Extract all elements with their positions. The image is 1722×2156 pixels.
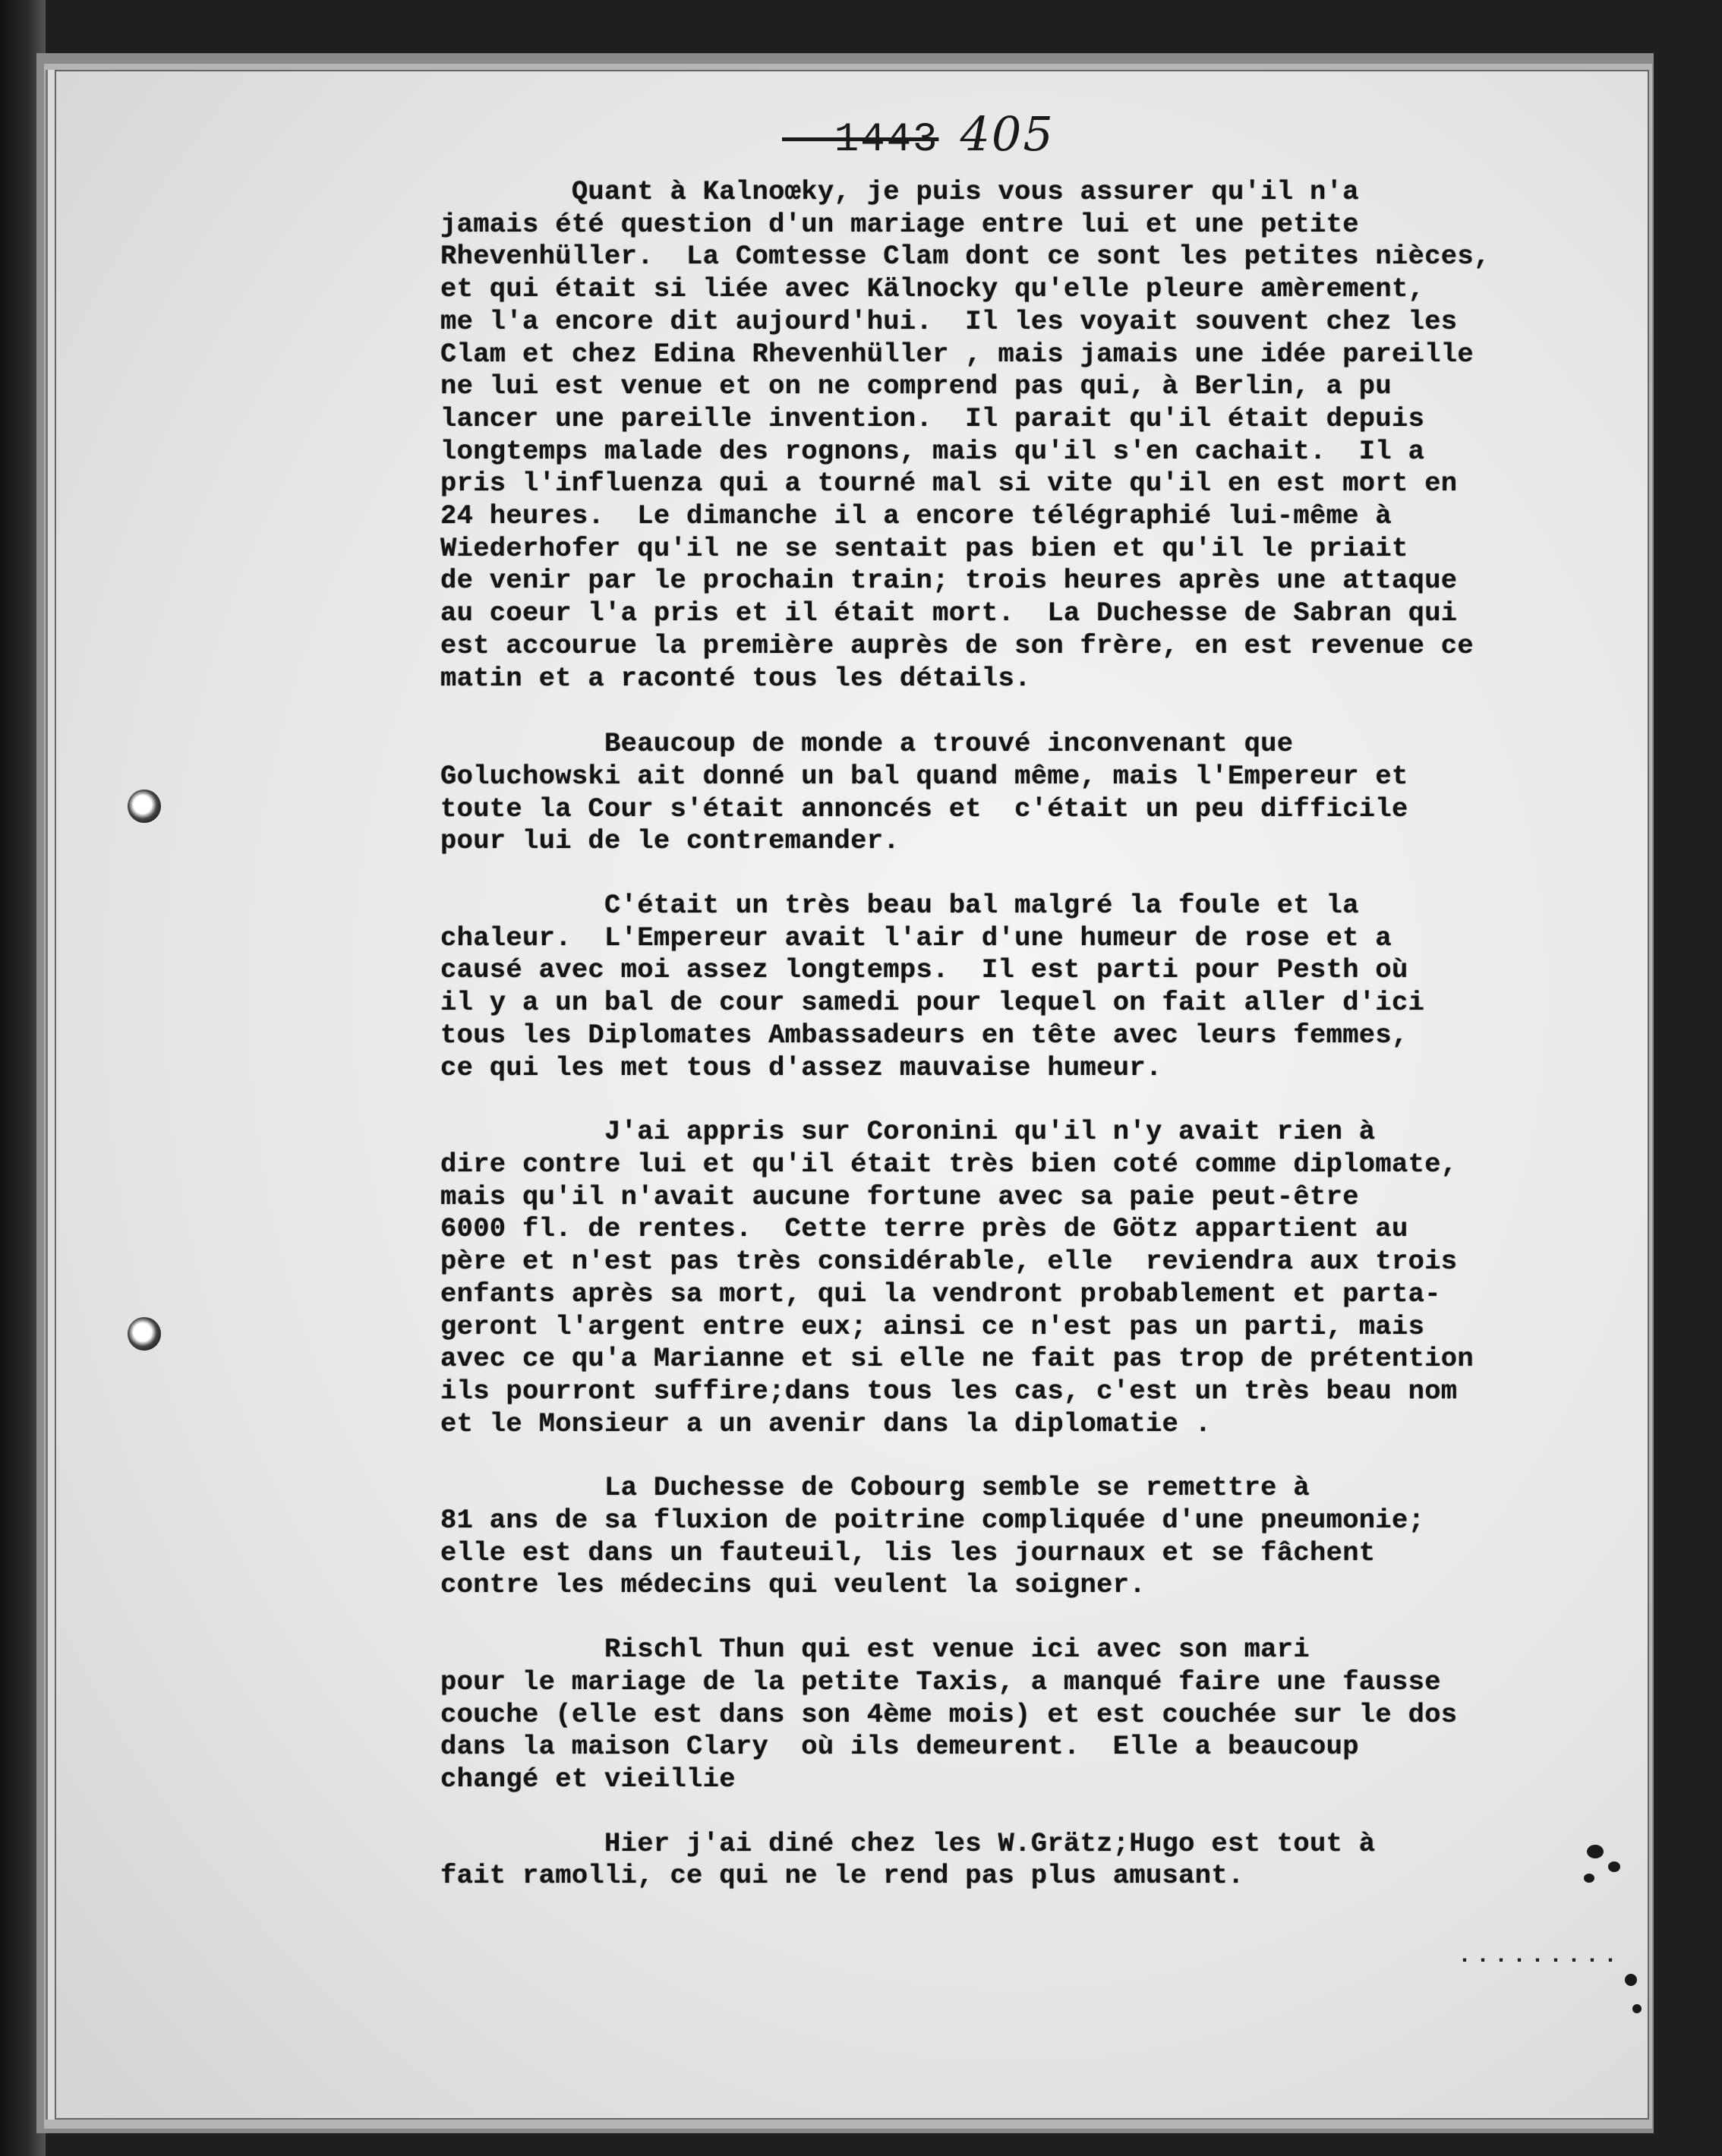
text-line: longtemps malade des rognons, mais qu'il s'en cachait. Il a xyxy=(440,435,1425,467)
text-line: pris l'influenza qui a tourné mal si vite qu'il en est mort en xyxy=(440,468,1458,500)
text-line: elle est dans un fauteuil, lis les journaux et se fâchent xyxy=(440,1537,1376,1568)
text-line: lancer une pareille invention. Il parait qu'il était depuis xyxy=(440,402,1425,434)
letter-body xyxy=(440,176,1655,1924)
text-line: matin et a raconté tous les détails. xyxy=(440,662,1031,694)
text-line: contre les médecins qui veulent la soigner. xyxy=(440,1569,1146,1601)
text-line: changé et vieillie xyxy=(440,1763,736,1795)
text-line: au coeur l'a pris et il était mort. La Duchesse de Sabran qui xyxy=(440,597,1458,629)
text-line: pour lui de le contremander. xyxy=(440,825,900,857)
handwritten-page-number: 405 xyxy=(960,106,1055,162)
ink-smudge xyxy=(1625,1974,1637,1986)
text-line: et le Monsieur a un avenir dans la diplomatie . xyxy=(440,1407,1212,1439)
paragraph-bal xyxy=(440,890,1655,1084)
paragraph-thun xyxy=(440,1634,1655,1796)
text-line: jamais été question d'un mariage entre lui et une petite xyxy=(440,208,1359,240)
text-line: Hier j'ai diné chez les W.Grätz;Hugo est tout à xyxy=(440,1827,1376,1859)
text-line: Rischl Thun qui est venue ici avec son mari xyxy=(440,1634,1310,1666)
text-line: me l'a encore dit aujourd'hui. Il les voyait souvent chez les xyxy=(440,305,1458,337)
text-line: ils pourront suffire;dans tous les cas, c'est un très beau nom xyxy=(440,1375,1458,1407)
text-line: couche (elle est dans son 4ème mois) et est couchée sur le dos xyxy=(440,1698,1458,1730)
punch-hole-icon xyxy=(128,790,161,823)
ink-smudge xyxy=(1632,2004,1642,2013)
text-line: mais qu'il n'avait aucune fortune avec sa paie peut-être xyxy=(440,1180,1359,1212)
text-line: J'ai appris sur Coronini qu'il n'y avait rien à xyxy=(440,1116,1376,1148)
paragraph-cobourg xyxy=(440,1472,1655,1602)
text-line: tous les Diplomates Ambassadeurs en tête avec leurs femmes, xyxy=(440,1019,1408,1051)
text-line: Rhevenhüller. La Comtesse Clam dont ce sont les petites nièces, xyxy=(440,241,1490,273)
text-line: est accourue la première auprès de son frère, en est revenue ce xyxy=(440,629,1474,661)
text-line: et qui était si liée avec Kälnocky qu'elle pleure amèrement, xyxy=(440,273,1425,305)
text-line: La Duchesse de Cobourg semble se remettre à xyxy=(440,1472,1310,1504)
text-line: Quant à Kalnoœky, je puis vous assurer qu'il n'a xyxy=(440,176,1359,207)
text-line: il y a un bal de cour samedi pour lequel on fait aller d'ici xyxy=(440,987,1425,1019)
text-line: toute la Cour s'était annoncés et c'était un peu difficile xyxy=(440,793,1408,824)
text-line: ce qui les met tous d'assez mauvaise humeur. xyxy=(440,1051,1162,1083)
text-line: Goluchowski ait donné un bal quand même, mais l'Empereur et xyxy=(440,760,1408,792)
closing-dots: ......... xyxy=(1458,1943,1623,1969)
text-line: ne lui est venue et on ne comprend pas qui, à Berlin, a pu xyxy=(440,370,1392,402)
text-line: 6000 fl. de rentes. Cette terre près de Götz appartient au xyxy=(440,1213,1408,1245)
text-line: chaleur. L'Empereur avait l'air d'une humeur de rose et a xyxy=(440,922,1392,953)
text-line: Beaucoup de monde a trouvé inconvenant que xyxy=(440,728,1294,760)
page-number xyxy=(782,106,1055,163)
paragraph-goluchowski xyxy=(440,728,1655,858)
text-line: 81 ans de sa fluxion de poitrine compliquée d'une pneumonie; xyxy=(440,1505,1425,1537)
paragraph-gratz xyxy=(440,1828,1655,1893)
text-line: de venir par le prochain train; trois heures après une attaque xyxy=(440,565,1458,597)
text-line: C'était un très beau bal malgré la foule et la xyxy=(440,890,1359,922)
paragraph-coronini xyxy=(440,1116,1655,1440)
punch-hole-icon xyxy=(128,1317,161,1351)
paragraph-kalnoky xyxy=(440,176,1655,695)
text-line: avec ce qu'a Marianne et si elle ne fait pas trop de prétention xyxy=(440,1343,1474,1375)
text-line: fait ramolli, ce qui ne le rend pas plus amusant. xyxy=(440,1860,1244,1892)
text-line: causé avec moi assez longtemps. Il est parti pour Pesth où xyxy=(440,954,1408,986)
text-line: 24 heures. Le dimanche il a encore télégraphié lui-même à xyxy=(440,500,1392,532)
text-line: père et n'est pas très considérable, elle reviendra aux trois xyxy=(440,1246,1458,1278)
text-line: enfants après sa mort, qui la vendront probablement et parta- xyxy=(440,1278,1441,1310)
text-line: Clam et chez Edina Rhevenhüller , mais jamais une idée pareille xyxy=(440,338,1474,370)
text-line: dire contre lui et qu'il était très bien coté comme diplomate, xyxy=(440,1148,1458,1180)
text-line: dans la maison Clary où ils demeurent. Elle a beaucoup xyxy=(440,1731,1359,1763)
text-line: pour le mariage de la petite Taxis, a manqué faire une fausse xyxy=(440,1666,1441,1697)
text-line: geront l'argent entre eux; ainsi ce n'est pas un parti, mais xyxy=(440,1310,1425,1342)
text-line: Wiederhofer qu'il ne se sentait pas bien et qu'il le priait xyxy=(440,532,1408,564)
struck-page-number: - 1443 xyxy=(782,117,939,163)
